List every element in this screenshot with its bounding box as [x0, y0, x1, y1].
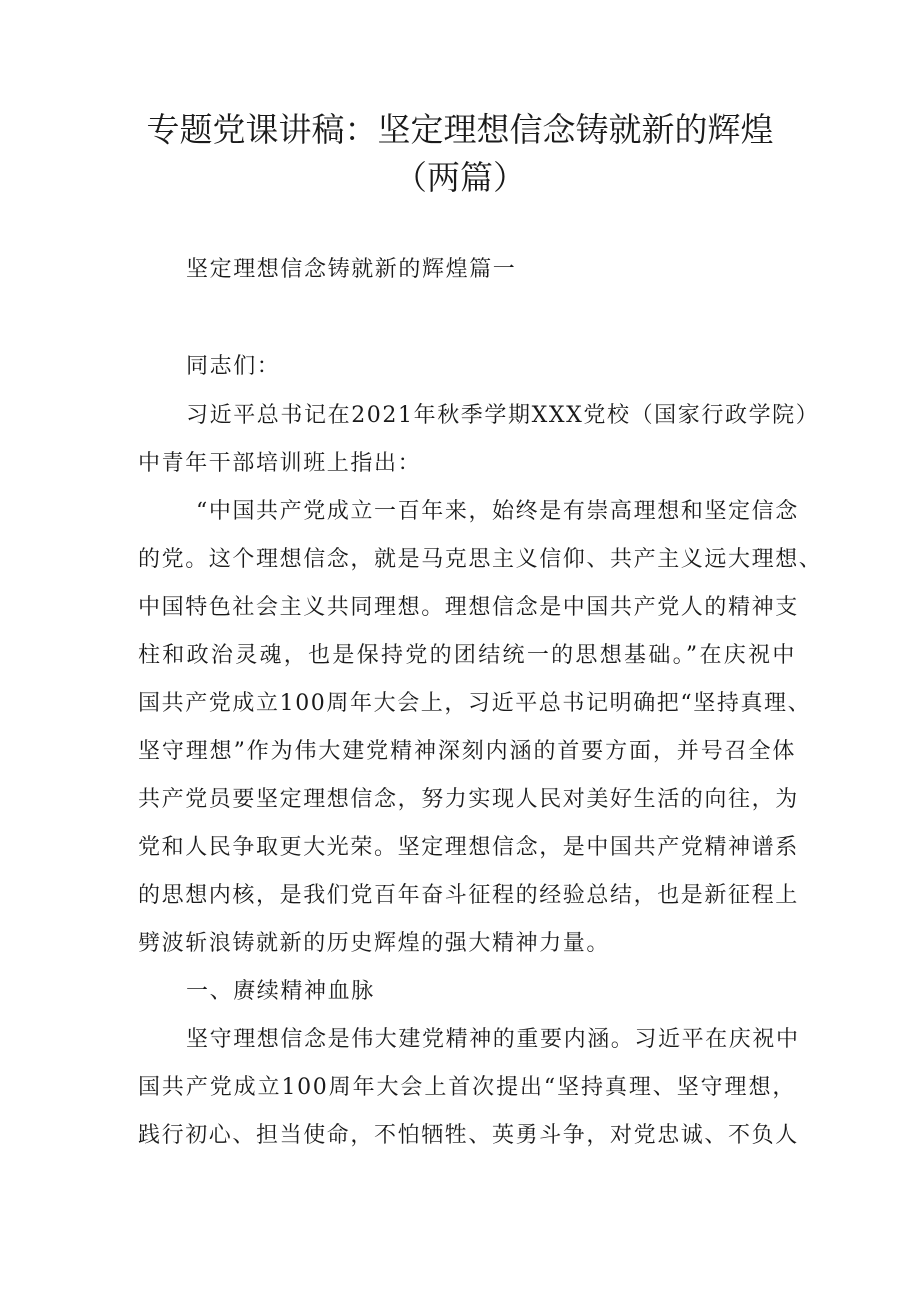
subsection-heading: 一、赓续精神血脉 [186, 979, 375, 1004]
document-title-line-1: 专题党课讲稿：坚定理想信念铸就新的辉煌 [146, 110, 774, 149]
paragraph-line: 践行初心、担当使命，不怕牺牲、英勇斗争，对党忠诚、不负人 [138, 1123, 799, 1148]
paragraph-line: 国共产党成立100周年大会上，习近平总书记明确把“坚持真理、 [138, 691, 812, 716]
paragraph-line: 劈波斩浪铸就新的历史辉煌的强大精神力量。 [138, 931, 611, 956]
paragraph-line: 的思想内核，是我们党百年奋斗征程的经验总结，也是新征程上 [138, 883, 799, 908]
section-heading: 坚定理想信念铸就新的辉煌篇一 [186, 257, 517, 282]
paragraph-line: 中国特色社会主义共同理想。理想信念是中国共产党人的精神支 [138, 595, 799, 620]
paragraph-line: 柱和政治灵魂，也是保持党的团结统一的思想基础。”在庆祝中 [138, 643, 796, 668]
paragraph-line: 坚守理想信念是伟大建党精神的重要内涵。习近平在庆祝中 [186, 1027, 800, 1052]
paragraph-line: 共产党员要坚定理想信念，努力实现人民对美好生活的向往，为 [138, 787, 799, 812]
paragraph-line: 中青年干部培训班上指出： [138, 451, 422, 476]
salutation: 同志们： [186, 354, 281, 379]
paragraph-line: 的党。这个理想信念，就是马克思主义信仰、共产主义远大理想、 [138, 547, 823, 572]
paragraph-line: 习近平总书记在2021年秋季学期XXX党校（国家行政学院） [186, 403, 820, 428]
document-title-line-2: （两篇） [394, 158, 526, 197]
paragraph-line: 坚守理想”作为伟大建党精神深刻内涵的首要方面，并号召全体 [138, 739, 796, 764]
paragraph-line: 党和人民争取更大光荣。坚定理想信念，是中国共产党精神谱系 [138, 835, 799, 860]
paragraph-line: 国共产党成立100周年大会上首次提出“坚持真理、坚守理想， [138, 1075, 796, 1100]
paragraph-line: “中国共产党成立一百年来，始终是有崇高理想和坚定信念 [196, 499, 799, 524]
